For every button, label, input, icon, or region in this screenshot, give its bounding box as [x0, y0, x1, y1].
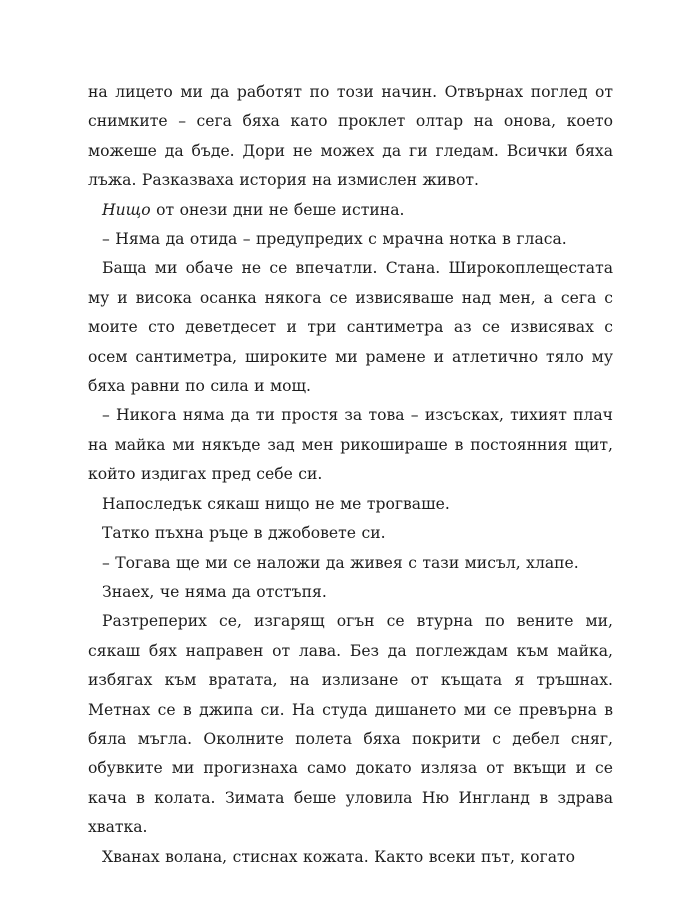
paragraph: Баща ми обаче не се впечатли. Стана. Широкоплещестата му и висока осанка някога се извисяваше над мен, а сега с моите сто деветдесет и три сантиметра аз се извисявах с осем сантиметра, широките ми рамене и атлетично тяло му бяха равни по сила и мощ.: [88, 259, 613, 396]
dialogue-line: – Тогава ще ми се наложи да живея с тази мисъл, хлапе.: [102, 553, 579, 572]
paragraph: [88, 196, 613, 225]
dialogue-line: – Няма да отида – предупредих с мрачна нотка в гласа.: [102, 230, 567, 249]
paragraph-continuation: на лицето ми да работят по този начин. Отвърнах поглед от снимките – сега бяха като проклет олтар на онова, което можеше да бъде. Дори не можех да ги гледам. Всички бяха лъжа. Разказваха история на измислен живот.: [88, 83, 613, 190]
emphasized-word: Нищо: [102, 200, 151, 219]
paragraph: Знаех, че няма да отстъпя.: [102, 582, 327, 601]
dialogue-line: – Никога няма да ти простя за това – изсъсках, тихият плач на майка ми някъде зад мен рикошираше в постоянния щит, който издигах пред себе си.: [88, 406, 613, 484]
paragraph-continues-next-page: Хванах волана, стиснах кожата. Както всеки път, когато: [102, 847, 576, 866]
paragraph: Татко пъхна ръце в джобовете си.: [102, 524, 386, 543]
paragraph: Разтреперих се, изгарящ огън се втурна по вените ми, сякаш бях направен от лава. Без да поглеждам към майка, избягах към вратата, на излизане от къщата я тръшнах. Метнах се в джипа си. На студа дишането ми се превърна в бяла мъгла. Околните полета бяха покрити с дебел сняг, обувките ми прогизнаха само докато изляза от вкъщи и се кача в колата. Зимата беше уловила Ню Ингланд в здрава хватка.: [88, 612, 613, 837]
paragraph-text: от онези дни не беше истина.: [150, 200, 405, 219]
book-page-text: [88, 78, 613, 872]
paragraph: Напоследък сякаш нищо не ме трогваше.: [102, 494, 450, 513]
